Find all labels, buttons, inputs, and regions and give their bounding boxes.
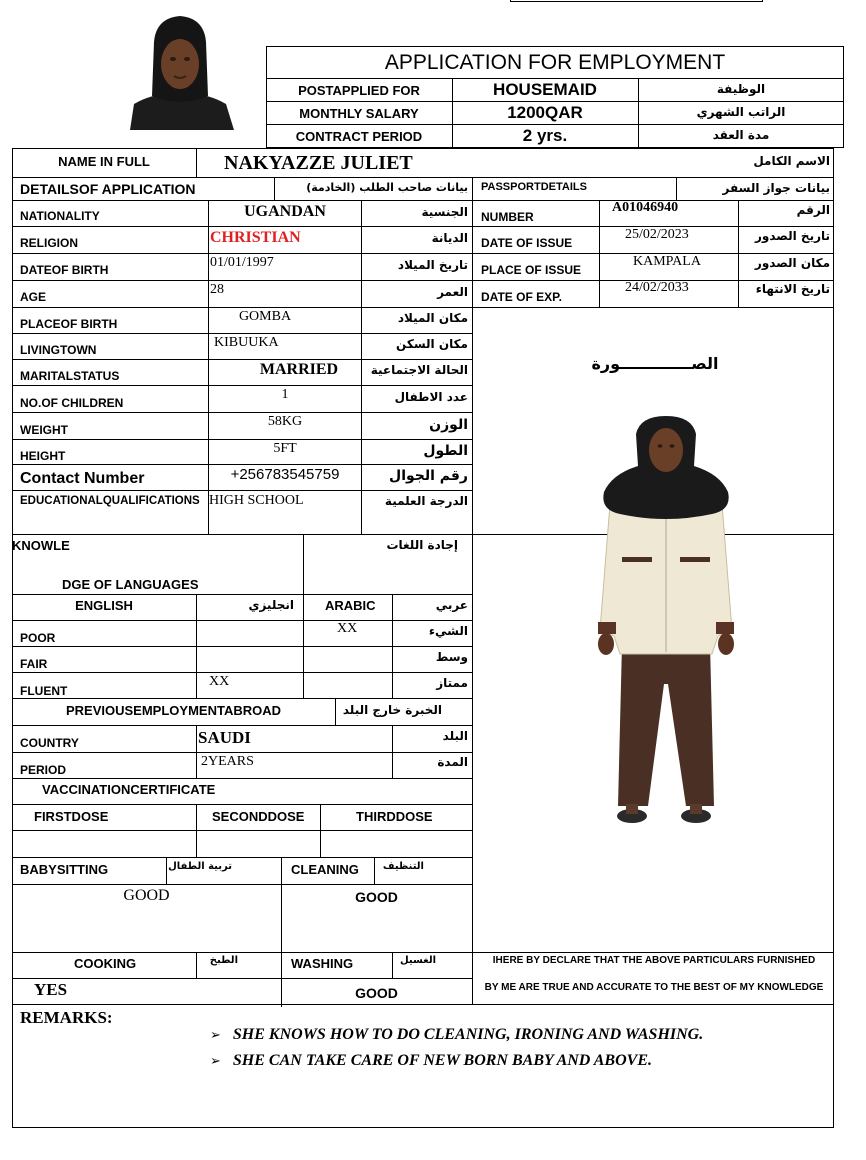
children-ar: عدد الاطفال <box>394 390 468 404</box>
passport-heading-ar: بيانات جواز السفر <box>722 181 830 195</box>
education-value: HIGH SCHOOL <box>209 493 304 508</box>
passport-issue-value: 25/02/2023 <box>625 227 689 242</box>
full-body-photo <box>592 414 740 830</box>
top-corner-box <box>510 0 763 2</box>
washing-value: GOOD <box>355 985 398 1001</box>
height-ar: الطول <box>423 443 468 459</box>
children-label: NO.OF CHILDREN <box>20 396 124 410</box>
contact-ar: رقم الجوال <box>389 468 468 484</box>
country-label: COUNTRY <box>20 736 79 750</box>
fluent-ar: ممتاز <box>436 676 468 690</box>
fair-label: FAIR <box>20 657 48 671</box>
form-title: APPLICATION FOR EMPLOYMENT <box>384 51 726 74</box>
living-value: KIBUUKA <box>214 335 279 350</box>
marital-label: MARITALSTATUS <box>20 369 120 383</box>
children-value: 1 <box>281 387 289 402</box>
babysitting-value: GOOD <box>123 887 170 904</box>
arabic-ar: عربي <box>435 598 468 612</box>
passport-heading: PASSPORTDETAILS <box>481 181 587 193</box>
english-ar: انجليزي <box>248 598 294 612</box>
passport-number-value: A01046940 <box>612 200 679 215</box>
headshot-photo <box>124 12 236 130</box>
washing-ar: الغسيل <box>399 955 436 966</box>
country-ar: البلد <box>442 729 468 743</box>
fair-ar: وسط <box>435 650 468 664</box>
remark-item: ➢ SHE KNOWS HOW TO DO CLEANING, IRONING AND WASHING. <box>210 1026 704 1043</box>
languages-heading-ar: إجادة اللغات <box>386 538 458 552</box>
contact-value: +256783545759 <box>230 466 340 483</box>
cooking-ar: الطبخ <box>209 955 238 966</box>
religion-value: CHRISTIAN <box>210 229 301 246</box>
babysitting-ar: تربية الطفال <box>168 861 232 872</box>
passport-number-label: NUMBER <box>481 210 534 224</box>
languages-heading-a: KNOWLE <box>12 538 70 553</box>
salary-ar: الراتب الشهري <box>696 105 786 119</box>
passport-place-ar: مكان الصدور <box>754 256 830 270</box>
weight-ar: الوزن <box>429 417 468 433</box>
marital-value: MARRIED <box>259 361 339 378</box>
name-value: NAKYAZZE JULIET <box>224 152 413 174</box>
post-label: POSTAPPLIED FOR <box>298 83 420 98</box>
religion-ar: الديانة <box>431 231 468 245</box>
photo-caption: الصـــــــــــــورة <box>591 354 719 373</box>
period-value: 2YEARS <box>201 754 254 769</box>
period-ar: المدة <box>437 755 468 769</box>
babysitting-label: BABYSITTING <box>20 862 109 877</box>
pob-ar: مكان الميلاد <box>397 311 468 325</box>
name-ar: الاسم الكامل <box>753 154 830 168</box>
passport-expiry-value: 24/02/2033 <box>625 280 689 295</box>
passport-place-label: PLACE OF ISSUE <box>481 263 582 277</box>
cleaning-value: GOOD <box>355 889 398 905</box>
passport-issue-label: DATE OF ISSUE <box>481 236 573 250</box>
cooking-value: YES <box>34 980 68 999</box>
arrow-bullet-icon: ➢ <box>210 1028 221 1043</box>
third-dose-label: THIRDDOSE <box>356 809 433 824</box>
name-label: NAME IN FULL <box>58 154 150 169</box>
pob-label: PLACEOF BIRTH <box>20 317 118 331</box>
passport-expiry-ar: تاريخ الانتهاء <box>755 282 830 296</box>
dob-value: 01/01/1997 <box>210 255 274 270</box>
contract-ar: مدة العقد <box>712 128 770 142</box>
period-label: PERIOD <box>20 763 67 777</box>
remarks-label: REMARKS: <box>20 1008 113 1027</box>
english-fluent-value: XX <box>209 674 230 689</box>
second-dose-label: SECONDDOSE <box>212 809 305 824</box>
passport-place-value: KAMPALA <box>633 254 701 269</box>
cleaning-ar: التنظيف <box>382 861 424 872</box>
weight-value: 58KG <box>267 414 303 429</box>
details-heading-ar: بيانات صاحب الطلب (الخادمة) <box>306 181 468 194</box>
country-value: SAUDI <box>198 728 251 747</box>
age-ar: العمر <box>437 285 468 299</box>
cooking-label: COOKING <box>74 956 137 971</box>
previous-heading-ar: الخبرة خارج البلد <box>342 703 442 717</box>
marital-ar: الحالة الاجتماعية <box>370 363 468 377</box>
contact-label: Contact Number <box>20 470 145 487</box>
contract-label: CONTRACT PERIOD <box>295 129 423 144</box>
arabic-label: ARABIC <box>325 598 376 613</box>
living-label: LIVINGTOWN <box>20 343 97 357</box>
passport-number-ar: الرقم <box>796 203 830 217</box>
poor-ar: الشيء <box>428 624 468 638</box>
dob-label: DATEOF BIRTH <box>20 263 109 277</box>
post-value: HOUSEMAID <box>493 80 597 99</box>
weight-label: WEIGHT <box>20 423 68 437</box>
pob-value: GOMBA <box>238 309 292 324</box>
arabic-poor-value: XX <box>337 621 358 636</box>
vaccination-heading: VACCINATIONCERTIFICATE <box>42 782 216 797</box>
languages-heading-b: DGE OF LANGUAGES <box>62 577 199 592</box>
nationality-label: NATIONALITY <box>20 209 100 223</box>
washing-label: WASHING <box>291 956 354 971</box>
first-dose-label: FIRSTDOSE <box>34 809 109 824</box>
age-label: AGE <box>20 290 47 304</box>
arrow-bullet-icon: ➢ <box>210 1054 221 1069</box>
living-ar: مكان السكن <box>396 337 468 351</box>
height-value: 5FT <box>273 441 297 456</box>
education-label: EDUCATIONALQUALIFICATIONS <box>20 495 200 507</box>
salary-label: MONTHLY SALARY <box>299 106 419 121</box>
nationality-ar: الجنسية <box>421 205 468 219</box>
passport-issue-ar: تاريخ الصدور <box>755 229 830 243</box>
details-heading: DETAILSOF APPLICATION <box>20 181 196 197</box>
remarks-list <box>210 1026 703 1078</box>
education-ar: الدرجة العلمية <box>384 494 468 508</box>
declaration-line1: IHERE BY DECLARE THAT THE ABOVE PARTICULARS FURNISHED <box>492 955 816 966</box>
salary-value: 1200QAR <box>507 103 583 122</box>
previous-heading: PREVIOUSEMPLOYMENTABROAD <box>66 703 281 718</box>
english-label: ENGLISH <box>75 598 133 613</box>
post-ar: الوظيفة <box>716 82 766 96</box>
religion-label: RELIGION <box>20 236 79 250</box>
height-label: HEIGHT <box>20 449 66 463</box>
contract-value: 2 yrs. <box>522 126 568 145</box>
poor-label: POOR <box>20 631 56 645</box>
fluent-label: FLUENT <box>20 684 68 698</box>
dob-ar: تاريخ الميلاد <box>397 258 468 272</box>
declaration-line2: BY ME ARE TRUE AND ACCURATE TO THE BEST OF MY KNOWLEDGE <box>484 982 824 993</box>
remark-item: ➢ SHE CAN TAKE CARE OF NEW BORN BABY AND ABOVE. <box>210 1052 652 1069</box>
nationality-value: UGANDAN <box>244 203 326 220</box>
age-value: 28 <box>210 282 224 297</box>
passport-expiry-label: DATE OF EXP. <box>481 290 562 304</box>
cleaning-label: CLEANING <box>291 862 359 877</box>
